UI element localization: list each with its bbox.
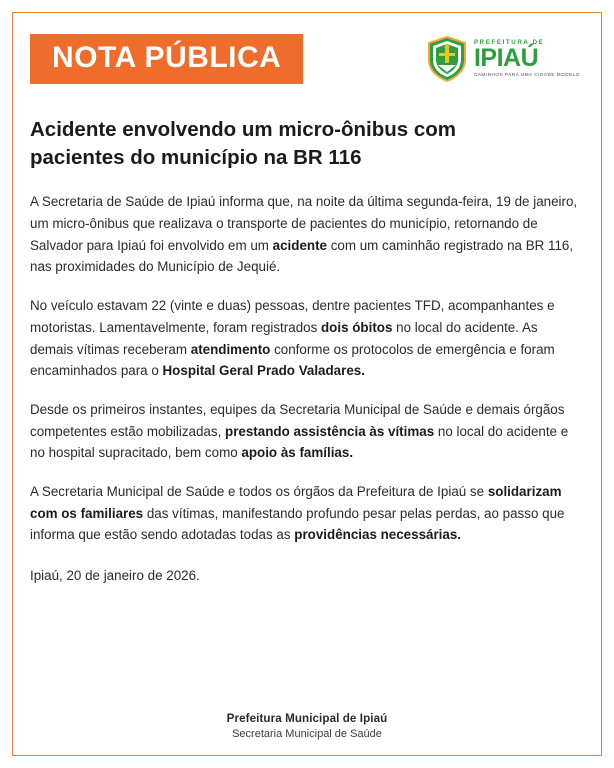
page-content — [30, 28, 584, 740]
footer-title: Prefeitura Municipal de Ipiaú — [226, 712, 388, 725]
logo-top-text: PREFEITURA DE — [473, 39, 545, 47]
paragraph: No veículo estavam 22 (vinte e duas) pessoas, dentre pacientes TFD, acompanhantes e motoristas. Lamentavelmente, foram registrados dois óbitos no local do acidente. As demais vítimas receberam atendimento conforme os protocolos de emergência e foram encaminhados para o Hospital Geral Prado Valadares. — [30, 298, 555, 379]
city-logo-text — [474, 40, 580, 78]
document-footer — [0, 712, 614, 740]
city-logo — [426, 36, 584, 82]
document-header — [30, 28, 584, 90]
paragraph: Desde os primeiros instantes, equipes da Secretaria Municipal de Saúde e demais órgãos competentes estão mobilizadas, prestando assistência às vítimas no local do acidente e no hospital supracitado, bem como apoio às famílias. — [30, 401, 569, 461]
notice-body — [30, 191, 584, 546]
paragraph: A Secretaria Municipal de Saúde e todos os órgãos da Prefeitura de Ipiaú se solidarizam com os familiares das vítimas, manifestando profundo pesar pelas perdas, ao passo que informa que estão sendo adotadas todas as providências necessárias. — [30, 484, 565, 543]
logo-sub-text: CAMINHOS PARA UMA CIDADE MODELO — [473, 72, 580, 78]
nota-publica-badge: NOTA PÚBLICA — [30, 34, 303, 84]
coat-of-arms-icon — [426, 36, 468, 82]
paragraph: A Secretaria de Saúde de Ipiaú informa que, na noite da última segunda-feira, 19 de janeiro, um micro-ônibus que realizava o transporte de pacientes do município, retornando de Salvador para Ipiaú foi envolvido em um acidente com um caminhão registrado na BR 116, nas proximidades do Município de Jequié. — [30, 194, 578, 275]
logo-main-text: IPIAÚ — [473, 44, 539, 73]
footer-subtitle: Secretaria Municipal de Saúde — [232, 728, 382, 740]
page-title: Acidente envolvendo um micro-ônibus com pacientes do município na BR 116 — [30, 118, 457, 169]
date-line: Ipiaú, 20 de janeiro de 2026. — [30, 568, 200, 584]
